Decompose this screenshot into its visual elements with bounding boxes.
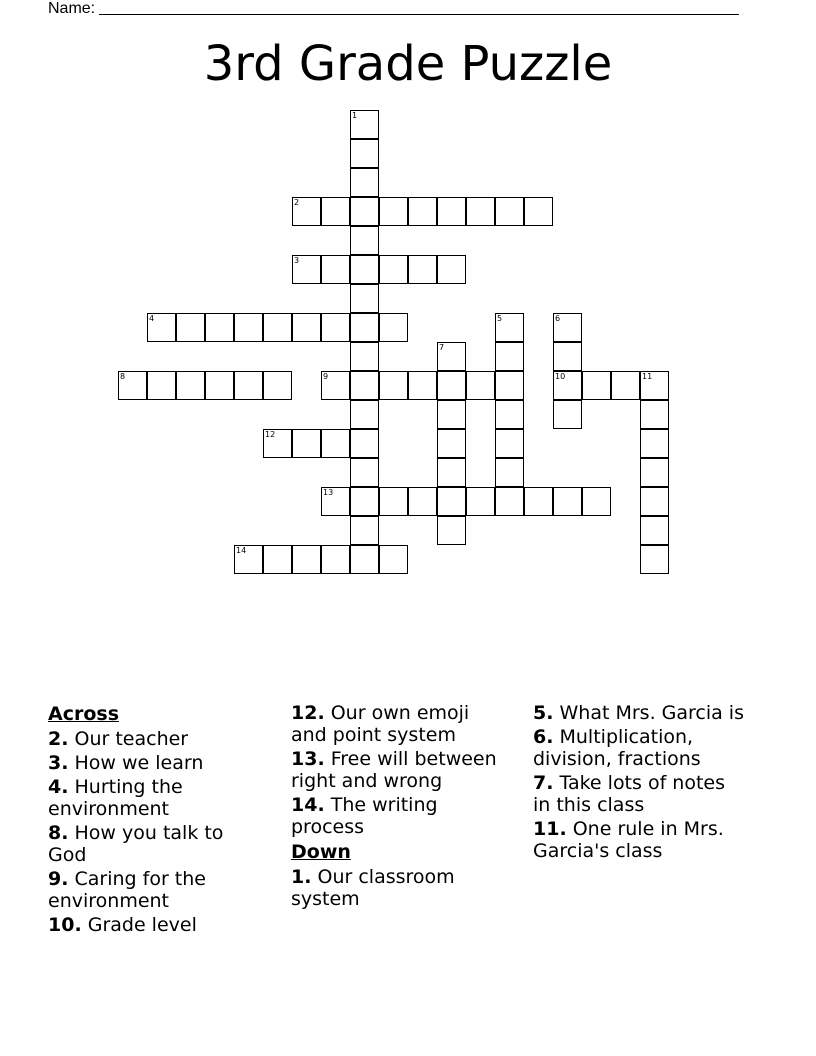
grid-cell[interactable] (350, 139, 379, 168)
grid-cell[interactable] (640, 400, 669, 429)
cell-number: 7 (439, 343, 445, 352)
cell-number: 5 (497, 314, 503, 323)
grid-cell[interactable] (553, 371, 582, 400)
clue-down-6 (533, 726, 745, 770)
grid-cell[interactable] (495, 400, 524, 429)
grid-cell[interactable] (437, 342, 466, 371)
grid-cell[interactable] (350, 371, 379, 400)
clue-number: 6. (533, 726, 554, 748)
grid-cell[interactable] (292, 197, 321, 226)
grid-cell[interactable] (321, 313, 350, 342)
cell-number: 11 (642, 372, 653, 381)
grid-cell[interactable] (495, 429, 524, 458)
grid-cell[interactable] (437, 400, 466, 429)
grid-cell[interactable] (350, 226, 379, 255)
grid-cell[interactable] (495, 487, 524, 516)
clue-text: Take lots of notes in this class (533, 772, 726, 816)
grid-cell[interactable] (640, 545, 669, 574)
grid-cell[interactable] (350, 197, 379, 226)
grid-cell[interactable] (640, 371, 669, 400)
grid-cell[interactable] (205, 313, 234, 342)
clue-text: One rule in Mrs. Garcia's class (533, 818, 724, 862)
grid-cell[interactable] (379, 371, 408, 400)
cell-number: 10 (555, 372, 566, 381)
clue-number: 4. (48, 776, 69, 798)
grid-cell[interactable] (350, 168, 379, 197)
grid-cell[interactable] (379, 313, 408, 342)
grid-cell[interactable] (379, 487, 408, 516)
clue-across-13 (291, 748, 503, 792)
clue-number: 10. (48, 914, 82, 936)
clue-across-9 (48, 868, 260, 912)
grid-cell[interactable] (292, 545, 321, 574)
grid-cell[interactable] (437, 429, 466, 458)
grid-cell[interactable] (582, 487, 611, 516)
grid-cell[interactable] (379, 255, 408, 284)
grid-cell[interactable] (350, 545, 379, 574)
cell-number: 6 (555, 314, 561, 323)
clue-text: Caring for the environment (48, 868, 206, 912)
clue-column-2 (291, 702, 503, 912)
grid-cell[interactable] (292, 255, 321, 284)
across-heading: Across (48, 703, 120, 725)
clue-down-11 (533, 818, 745, 862)
clue-across-3 (48, 752, 260, 774)
cell-number: 8 (120, 372, 126, 381)
grid-cell[interactable] (466, 487, 495, 516)
cell-number: 13 (323, 488, 334, 497)
clue-down-5 (533, 702, 745, 724)
clue-number: 14. (291, 794, 325, 816)
grid-cell[interactable] (321, 255, 350, 284)
clue-text: Our classroom system (291, 866, 455, 910)
clue-text: Our teacher (74, 728, 189, 750)
clue-down-1 (291, 866, 503, 910)
clue-text: Grade level (87, 914, 197, 936)
grid-cell[interactable] (640, 487, 669, 516)
grid-cell[interactable] (234, 313, 263, 342)
clue-text: How you talk to God (48, 822, 224, 866)
clue-down-7 (533, 772, 745, 816)
clue-text: What Mrs. Garcia is (559, 702, 744, 724)
grid-cell[interactable] (495, 342, 524, 371)
grid-cell[interactable] (495, 458, 524, 487)
clue-number: 13. (291, 748, 325, 770)
clue-text: Free will between right and wrong (291, 748, 497, 792)
grid-cell[interactable] (350, 429, 379, 458)
grid-cell[interactable] (263, 371, 292, 400)
clue-across-8 (48, 822, 260, 866)
grid-cell[interactable] (553, 313, 582, 342)
grid-cell[interactable] (350, 400, 379, 429)
cell-number: 12 (265, 430, 276, 439)
grid-cell[interactable] (408, 197, 437, 226)
grid-cell[interactable] (640, 516, 669, 545)
grid-cell[interactable] (408, 487, 437, 516)
grid-cell[interactable] (321, 545, 350, 574)
cell-number: 3 (294, 256, 300, 265)
grid-cell[interactable] (147, 313, 176, 342)
grid-cell[interactable] (611, 371, 640, 400)
clue-number: 11. (533, 818, 567, 840)
grid-cell[interactable] (437, 516, 466, 545)
clue-number: 3. (48, 752, 69, 774)
cell-number: 9 (323, 372, 329, 381)
clue-across-4 (48, 776, 260, 820)
grid-cell[interactable] (263, 429, 292, 458)
grid-cell[interactable] (350, 284, 379, 313)
grid-cell[interactable] (350, 516, 379, 545)
clue-column-1 (48, 702, 260, 938)
clue-number: 1. (291, 866, 312, 888)
grid-cell[interactable] (234, 371, 263, 400)
cell-number: 2 (294, 198, 300, 207)
down-heading: Down (291, 841, 351, 863)
grid-cell[interactable] (350, 458, 379, 487)
grid-cell[interactable] (495, 371, 524, 400)
grid-cell[interactable] (408, 371, 437, 400)
grid-cell[interactable] (234, 545, 263, 574)
grid-cell[interactable] (263, 313, 292, 342)
grid-cell[interactable] (524, 487, 553, 516)
grid-cell[interactable] (466, 197, 495, 226)
grid-cell[interactable] (118, 371, 147, 400)
grid-cell[interactable] (640, 458, 669, 487)
grid-cell[interactable] (437, 458, 466, 487)
grid-cell[interactable] (466, 371, 495, 400)
grid-cell[interactable] (205, 371, 234, 400)
grid-cell[interactable] (263, 545, 292, 574)
clue-number: 5. (533, 702, 554, 724)
clue-text: Hurting the environment (48, 776, 183, 820)
clue-text: Multiplication, division, fractions (533, 726, 701, 770)
name-label: Name: (48, 0, 96, 17)
clue-across-2 (48, 728, 260, 750)
grid-cell[interactable] (437, 255, 466, 284)
grid-cell[interactable] (437, 371, 466, 400)
grid-cell[interactable] (437, 197, 466, 226)
grid-cell[interactable] (292, 313, 321, 342)
cell-number: 14 (236, 546, 247, 555)
grid-cell[interactable] (408, 255, 437, 284)
grid-cell[interactable] (553, 487, 582, 516)
clue-number: 9. (48, 868, 69, 890)
grid-cell[interactable] (553, 342, 582, 371)
grid-cell[interactable] (321, 429, 350, 458)
clue-number: 2. (48, 728, 69, 750)
clue-number: 12. (291, 702, 325, 724)
grid-cell[interactable] (350, 487, 379, 516)
grid-cell[interactable] (350, 255, 379, 284)
clue-text: The writing process (291, 794, 438, 838)
cell-number: 1 (352, 111, 358, 120)
clue-column-3 (533, 702, 745, 864)
grid-cell[interactable] (176, 313, 205, 342)
cell-number: 4 (149, 314, 155, 323)
grid-cell[interactable] (321, 197, 350, 226)
grid-cell[interactable] (582, 371, 611, 400)
grid-cell[interactable] (350, 313, 379, 342)
grid-cell[interactable] (640, 429, 669, 458)
grid-cell[interactable] (495, 313, 524, 342)
grid-cell[interactable] (379, 545, 408, 574)
grid-cell[interactable] (321, 487, 350, 516)
grid-cell[interactable] (321, 371, 350, 400)
grid-cell[interactable] (553, 400, 582, 429)
grid-cell[interactable] (495, 197, 524, 226)
clue-across-12 (291, 702, 503, 746)
grid-cell[interactable] (379, 197, 408, 226)
puzzle-title: 3rd Grade Puzzle (203, 36, 613, 92)
grid-cell[interactable] (292, 429, 321, 458)
grid-cell[interactable] (147, 371, 176, 400)
clue-number: 7. (533, 772, 554, 794)
grid-cell[interactable] (176, 371, 205, 400)
clue-across-10 (48, 914, 260, 936)
clue-number: 8. (48, 822, 69, 844)
grid-cell[interactable] (437, 487, 466, 516)
grid-cell[interactable] (350, 110, 379, 139)
grid-cell[interactable] (524, 197, 553, 226)
clue-across-14 (291, 794, 503, 838)
grid-cell[interactable] (350, 342, 379, 371)
clue-text: Our own emoji and point system (291, 702, 470, 746)
clue-text: How we learn (74, 752, 204, 774)
